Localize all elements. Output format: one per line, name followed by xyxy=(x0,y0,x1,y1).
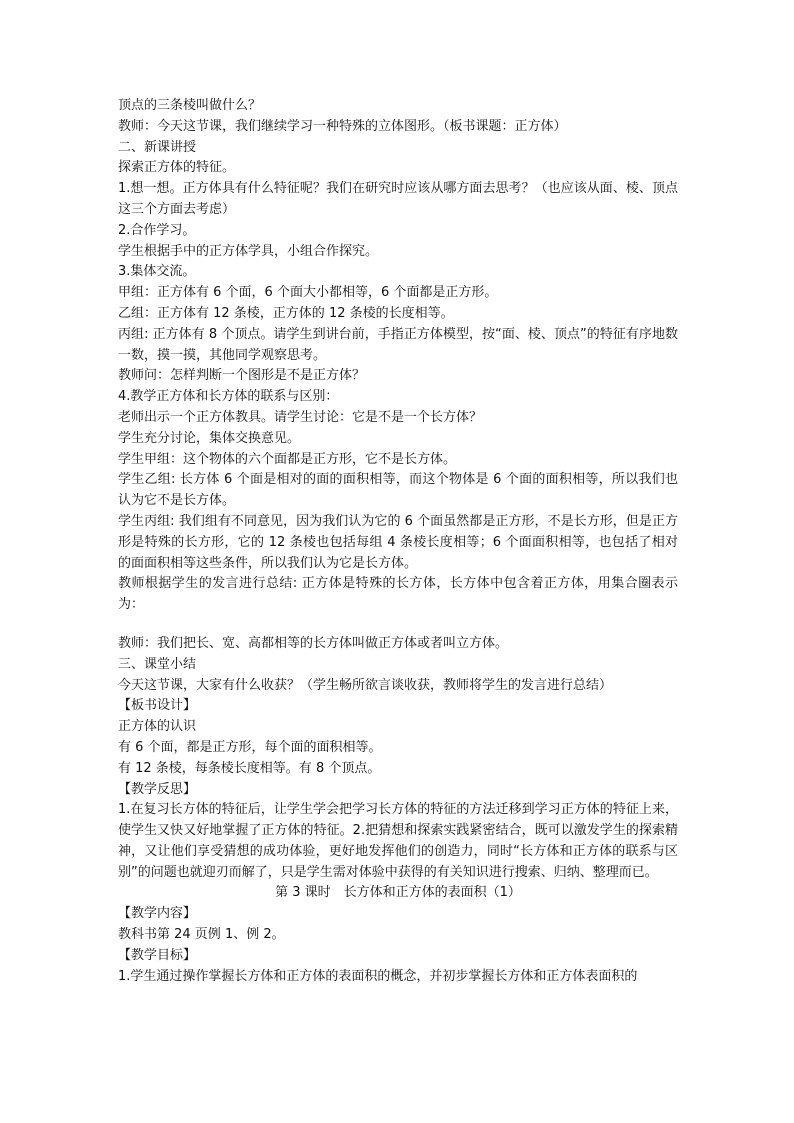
text-line: 教师问：怎样判断一个图形是不是正方体？ xyxy=(118,368,366,384)
text-line: 有 6 个面，都是正方形，每个面的面积相等。 xyxy=(118,739,382,755)
bracket-heading: 【教学目标】 xyxy=(118,947,197,963)
document-page xyxy=(118,96,678,987)
text-line: 正方体的认识 xyxy=(118,719,197,735)
paragraph: 丙组: 正方体有 8 个顶点。请学生到讲台前，手指正方体模型，按“面、棱、顶点”的特征有序地数一数，摸一摸，其他同学观察思考。 xyxy=(118,326,678,363)
paragraph: 教师根据学生的发言进行总结: 正方体是特殊的长方体，长方体中包含着正方体，用集合圈表示为： xyxy=(118,576,678,613)
text-line: 学生根据手中的正方体学具，小组合作探究。 xyxy=(118,243,379,259)
text-line: 学生甲组：这个物体的六个面都是正方形，它不是长方体。 xyxy=(118,451,457,467)
text-line: 学生充分讨论，集体交换意见。 xyxy=(118,430,301,446)
text-line: 顶点的三条棱叫做什么？ xyxy=(118,98,262,113)
text-line: 甲组：正方体有 6 个面，6 个面大小都相等，6 个面都是正方形。 xyxy=(118,285,498,301)
text-line: 教师：今天这节课，我们继续学习一种特殊的立体图形。（板书课题：正方体） xyxy=(118,118,567,134)
text-line: 今天这节课，大家有什么收获？（学生畅所欲言谈收获，教师将学生的发言进行总结） xyxy=(118,677,613,693)
text-line: 教师：我们把长、宽、高都相等的长方体叫做正方体或者叫立方体。 xyxy=(118,635,509,651)
bracket-heading: 【教学内容】 xyxy=(118,906,197,922)
paragraph: 学生乙组: 长方体 6 个面是相对的面的面积相等，而这个物体是 6 个面的面积相等，所以我们也认为它不是长方体。 xyxy=(118,472,678,509)
section-heading: 二、新课讲授 xyxy=(118,139,197,155)
text-line: 教科书第 24 页例 1、例 2。 xyxy=(118,927,285,943)
text-line: 1.学生通过操作掌握长方体和正方体的表面积的概念，并初步掌握长方体和正方体表面积的 xyxy=(118,968,638,984)
text-line: 2.合作学习。 xyxy=(118,222,196,238)
text-line: 探索正方体的特征。 xyxy=(118,160,236,176)
blank-line xyxy=(118,616,678,634)
text-line: 4.教学正方体和长方体的联系与区别： xyxy=(118,389,339,405)
text-line: 有 12 条棱，每条棱长度相等。有 8 个顶点。 xyxy=(118,760,381,776)
bracket-heading: 【板书设计】 xyxy=(118,698,197,714)
paragraph: 1.想一想。正方体具有什么特征呢？我们在研究时应该从哪方面去思考？（也应该从面、棱、顶点这三个方面去考虑） xyxy=(118,181,678,217)
text-line: 3.集体交流。 xyxy=(118,264,196,280)
section-heading: 三、课堂小结 xyxy=(118,656,197,672)
text-line: 老师出示一个正方体教具。请学生讨论：它是不是一个长方体？ xyxy=(118,409,483,425)
lesson-title: 第 3 课时 长方体和正方体的表面积（1） xyxy=(275,885,521,901)
text-line: 乙组：正方体有 12 条棱，正方体的 12 条棱的长度相等。 xyxy=(118,305,454,321)
paragraph: 学生丙组: 我们组有不同意见，因为我们认为它的 6 个面虽然都是正方形，不是长方形，但是正方形是特殊的长方形，它的 12 条棱也包括每组 4 条棱长度相等；6 个面面积相等，也包括了相对的面面积相等这些条件，所以我们认为它是长方体。 xyxy=(118,513,678,571)
paragraph: 1.在复习长方体的特征后，让学生学会把学习长方体的特征的方法迁移到学习正方体的特征上来，使学生又快又好地掌握了正方体的特征。2.把猜想和探索实践紧密结合，既可以激发学生的探索精神，又让他们享受猜想的成功体验，更好地发挥他们的创造力，同时“长方体和正方体的联系与区别”的问题也就迎刃而解了，只是学生需对体验中获得的有关知识进行搜索、归纳、整理而已。 xyxy=(118,802,678,880)
bracket-heading: 【教学反思】 xyxy=(118,781,197,797)
